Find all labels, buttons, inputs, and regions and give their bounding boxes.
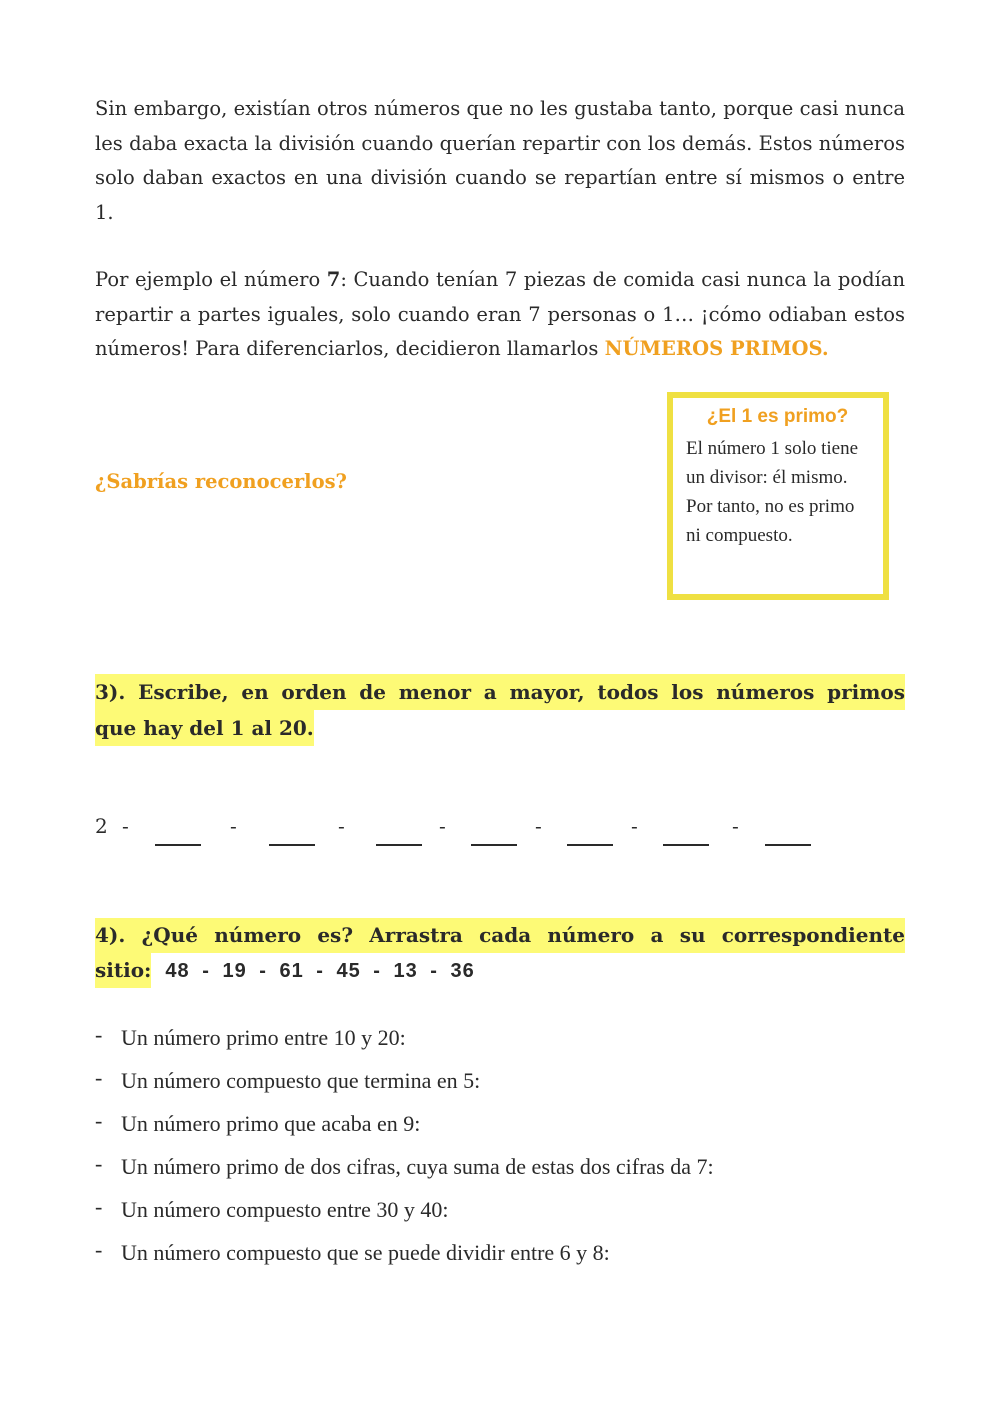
exercise-4-line-1: 4). ¿Qué número es? Arrastra cada número a su correspondiente	[95, 918, 905, 953]
sequence-separator: -	[230, 814, 237, 838]
clue-text: Un número primo entre 10 y 20:	[121, 1025, 406, 1050]
answer-blank[interactable]	[663, 820, 709, 846]
p2-bold-number: 7	[326, 268, 341, 291]
exercise-3-line-1: 3). Escribe, en orden de menor a mayor, todos los números primos	[95, 674, 905, 710]
p2-text-before: Por ejemplo el número	[95, 268, 327, 291]
exercise-4-heading	[95, 918, 905, 988]
exercise-3-line-2: que hay del 1 al 20.	[95, 710, 314, 746]
answer-blank[interactable]	[269, 820, 315, 846]
answer-blank[interactable]	[567, 820, 613, 846]
clue-text: Un número primo de dos cifras, cuya suma de estas dos cifras da 7:	[121, 1154, 714, 1179]
p2-text-after: : Cuando tenían 7 piezas de comida casi nunca la podían repartir a partes iguales, solo cuando eran 7 personas o 1… ¡cómo odiaban estos números! Para diferenciarlos, decidieron llamarlos	[95, 268, 905, 360]
primes-term: NÚMEROS PRIMOS.	[604, 337, 829, 360]
clue-text: Un número compuesto que termina en 5:	[121, 1068, 481, 1093]
clue-list	[95, 1018, 714, 1276]
callout-body: El número 1 solo tiene un divisor: él mismo. Por tanto, no es primo ni compuesto.	[686, 438, 859, 546]
exercise-3-heading	[95, 674, 905, 748]
list-item[interactable]	[95, 1104, 714, 1147]
bullet-dash: -	[95, 1065, 103, 1090]
exercise-4-line-2: sitio:	[95, 953, 151, 988]
answer-blank[interactable]	[376, 820, 422, 846]
list-item[interactable]	[95, 1190, 714, 1233]
sequence-separator: -	[122, 814, 129, 838]
callout-title: ¿El 1 es primo?	[706, 406, 849, 427]
draggable-numbers[interactable]: 48 - 19 - 61 - 45 - 13 - 36	[165, 960, 475, 982]
answer-blank[interactable]	[765, 820, 811, 846]
bullet-dash: -	[95, 1151, 103, 1176]
list-item[interactable]	[95, 1233, 714, 1276]
clue-text: Un número primo que acaba en 9:	[121, 1111, 421, 1136]
answer-blank[interactable]	[471, 820, 517, 846]
clue-text: Un número compuesto entre 30 y 40:	[121, 1197, 449, 1222]
sequence-separator: -	[338, 814, 345, 838]
list-item[interactable]	[95, 1061, 714, 1104]
sequence-separator: -	[631, 814, 638, 838]
bullet-dash: -	[95, 1237, 103, 1262]
sequence-separator: -	[439, 814, 446, 838]
bullet-dash: -	[95, 1108, 103, 1133]
list-item[interactable]	[95, 1147, 714, 1190]
sequence-first-value: 2	[95, 814, 108, 838]
intro-paragraph-1: Sin embargo, existían otros números que no les gustaba tanto, porque casi nunca les daba exacta la división cuando querían repartir con los demás. Estos números solo daban exactos en una división cuando se repartían entre sí mismos o entre 1.	[95, 97, 905, 224]
sequence-separator: -	[535, 814, 542, 838]
clue-text: Un número compuesto que se puede dividir entre 6 y 8:	[121, 1240, 610, 1265]
bullet-dash: -	[95, 1022, 103, 1047]
sequence-separator: -	[732, 814, 739, 838]
intro-paragraph-2	[95, 263, 905, 367]
list-item[interactable]	[95, 1018, 714, 1061]
recognize-question: ¿Sabrías reconocerlos?	[95, 470, 347, 493]
answer-blank[interactable]	[155, 820, 201, 846]
bullet-dash: -	[95, 1194, 103, 1219]
info-callout	[667, 392, 889, 600]
